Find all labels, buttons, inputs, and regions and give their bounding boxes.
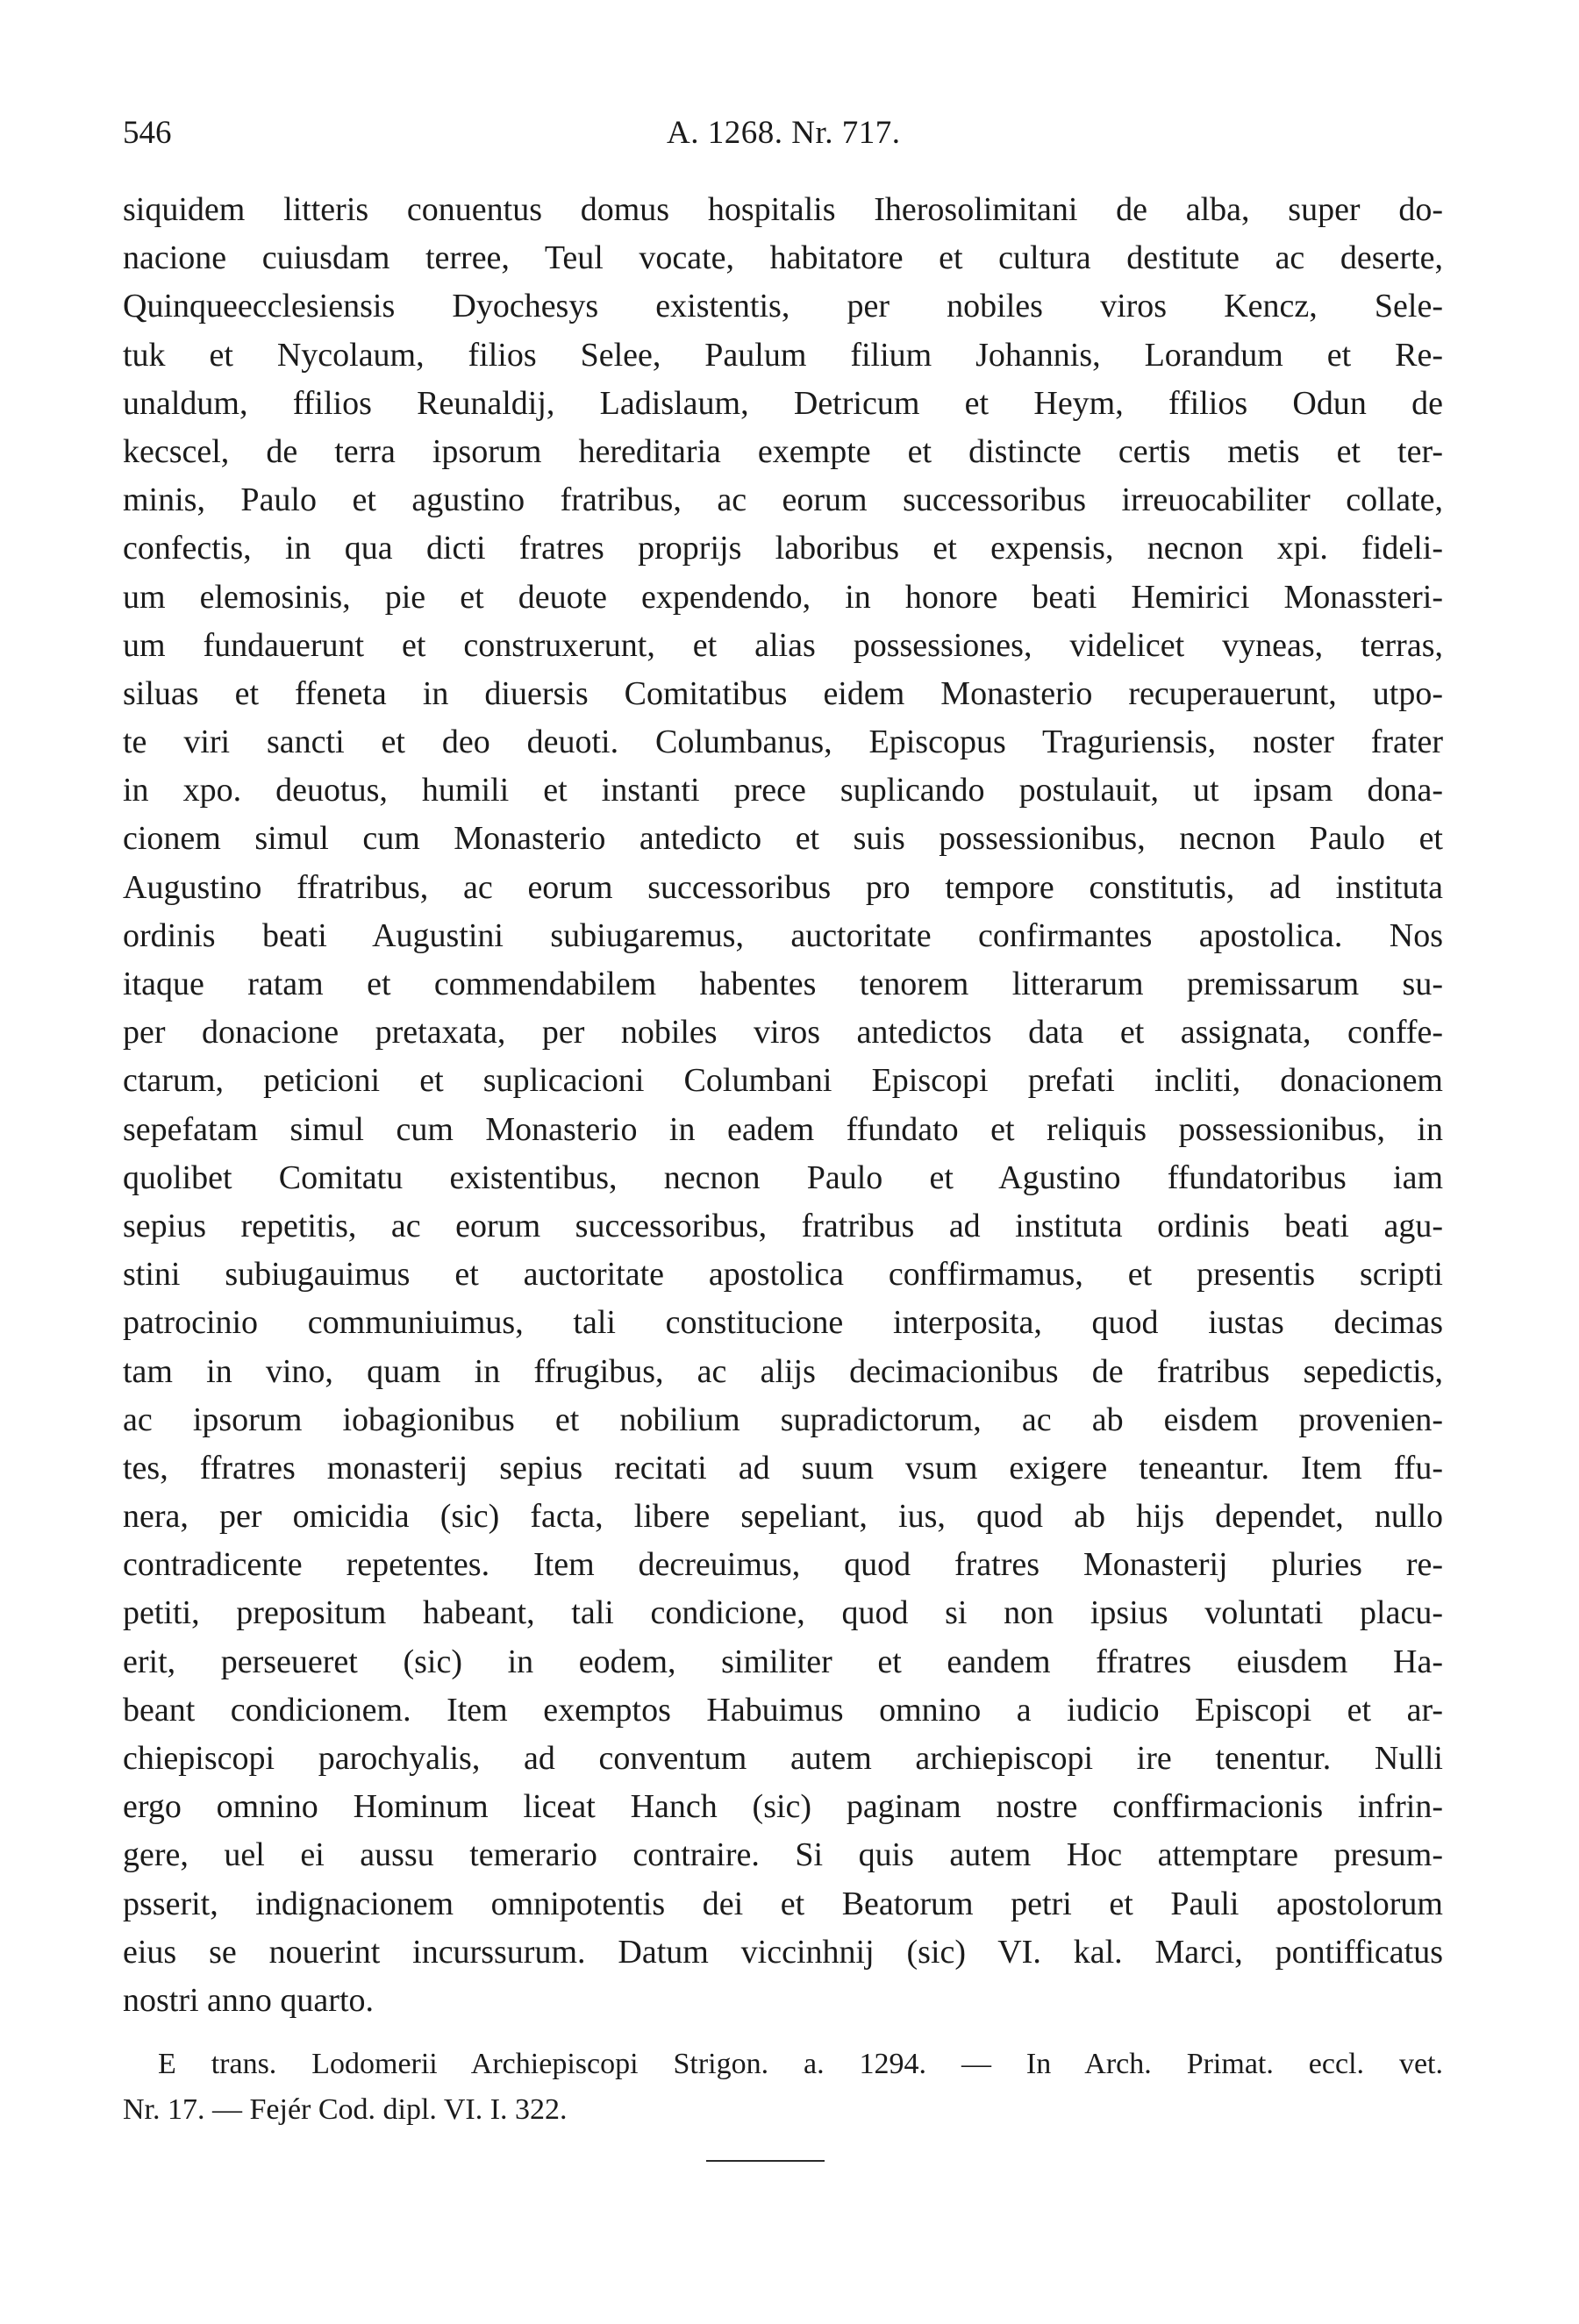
end-rule: [706, 2160, 825, 2162]
text-line: per donacione pretaxata, per nobiles viros antedictos data et assignata, conffe-: [123, 1014, 1443, 1052]
source-note: [123, 2042, 1443, 2133]
source-note-line: Nr. 17. — Fejér Cod. dipl. VI. I. 322.: [123, 2093, 568, 2126]
page-header: [123, 114, 1443, 167]
text-line: ac ipsorum iobagionibus et nobilium supradictorum, ac ab eisdem provenien-: [123, 1401, 1443, 1438]
text-line: siluas et ffeneta in diuersis Comitatibus eidem Monasterio recuperauerunt, utpo-: [123, 674, 1443, 712]
text-line: Augustino ffratribus, ac eorum successoribus pro tempore constitutis, ad instituta: [123, 868, 1443, 906]
text-line: siquidem litteris conuentus domus hospitalis Iherosolimitani de alba, super do-: [123, 191, 1443, 228]
text-line: confectis, in qua dicti fratres proprijs laboribus et expensis, necnon xpi. fideli-: [123, 530, 1443, 567]
text-line: nacione cuiusdam terree, Teul vocate, habitatore et cultura destitute ac deserte,: [123, 239, 1443, 277]
text-line: ctarum, peticioni et suplicacioni Columbani Episcopi prefati incliti, donacionem: [123, 1062, 1443, 1100]
text-line: te viri sancti et deo deuoti. Columbanus, Episcopus Traguriensis, noster frater: [123, 724, 1443, 761]
text-line: quolibet Comitatu existentibus, necnon Paulo et Agustino ffundatoribus iam: [123, 1158, 1443, 1196]
text-line: ergo omnino Hominum liceat Hanch (sic) paginam nostre conffirmacionis infrin-: [123, 1788, 1443, 1826]
text-line: kecscel, de terra ipsorum hereditaria exempte et distincte certis metis et ter-: [123, 432, 1443, 470]
source-note-line: E trans. Lodomerii Archiepiscopi Strigon. a. 1294. — In Arch. Primat. eccl. vet.: [158, 2048, 1443, 2080]
text-line: sepefatam simul cum Monasterio in eadem ffundato et reliquis possessionibus, in: [123, 1110, 1443, 1148]
text-line: cionem simul cum Monasterio antedicto et suis possessionibus, necnon Paulo et: [123, 820, 1443, 858]
text-line: patrocinio communiuimus, tali constitucione interposita, quod iustas decimas: [123, 1304, 1443, 1342]
text-line: itaque ratam et commendabilem habentes tenorem litterarum premissarum su-: [123, 966, 1443, 1002]
charter-text: [123, 186, 1443, 2025]
text-line: beant condicionem. Item exemptos Habuimus omnino a iudicio Episcopi et ar-: [123, 1691, 1443, 1729]
running-head: A. 1268. Nr. 717.: [667, 115, 901, 151]
text-line: unaldum, ffilios Reunaldij, Ladislaum, Detricum et Heym, ffilios Odun de: [123, 384, 1443, 422]
text-line: eius se nouerint incurssurum. Datum viccinhnij (sic) VI. kal. Marci, pontifficatus: [123, 1933, 1443, 1971]
text-line: tes, ffratres monasterij sepius recitati ad suum vsum exigere teneantur. Item ffu-: [123, 1449, 1443, 1486]
text-line: nostri anno quarto.: [123, 1981, 375, 2019]
text-line: petiti, prepositum habeant, tali condicione, quod si non ipsius voluntati placu-: [123, 1594, 1443, 1632]
text-line: nera, per omicidia (sic) facta, libere sepeliant, ius, quod ab hijs dependet, nullo: [123, 1498, 1443, 1536]
text-line: ordinis beati Augustini subiugaremus, auctoritate confirmantes apostolica. Nos: [123, 916, 1443, 954]
text-line: in xpo. deuotus, humili et instanti prece suplicando postulauit, ut ipsam dona-: [123, 772, 1443, 809]
text-line: contradicente repetentes. Item decreuimus, quod fratres Monasterij pluries re-: [123, 1546, 1443, 1584]
text-line: psserit, indignacionem omnipotentis dei et Beatorum petri et Pauli apostolorum: [123, 1885, 1443, 1922]
page-number: 546: [123, 115, 172, 151]
text-line: tuk et Nycolaum, filios Selee, Paulum filium Johannis, Lorandum et Re-: [123, 336, 1443, 374]
text-line: um fundauerunt et construxerunt, et alias possessiones, videlicet vyneas, terras,: [123, 626, 1443, 664]
text-line: gere, uel ei aussu temerario contraire. Si quis autem Hoc attemptare presum-: [123, 1836, 1443, 1874]
text-line: tam in vino, quam in ffrugibus, ac alijs decimacionibus de fratribus sepedictis,: [123, 1352, 1443, 1390]
text-line: stini subiugauimus et auctoritate apostolica conffirmamus, et presentis scripti: [123, 1256, 1443, 1294]
text-line: sepius repetitis, ac eorum successoribus, fratribus ad instituta ordinis beati agu-: [123, 1207, 1443, 1244]
text-line: erit, perseueret (sic) in eodem, similiter et eandem ffratres eiusdem Ha-: [123, 1643, 1443, 1680]
text-line: Quinqueecclesiensis Dyochesys existentis, per nobiles viros Kencz, Sele-: [123, 288, 1443, 325]
text-line: um elemosinis, pie et deuote expendendo, in honore beati Hemirici Monassteri-: [123, 578, 1443, 616]
text-line: chiepiscopi parochyalis, ad conventum autem archiepiscopi ire tenentur. Nulli: [123, 1740, 1443, 1777]
text-line: minis, Paulo et agustino fratribus, ac eorum successoribus irreuocabiliter collate,: [123, 481, 1443, 519]
